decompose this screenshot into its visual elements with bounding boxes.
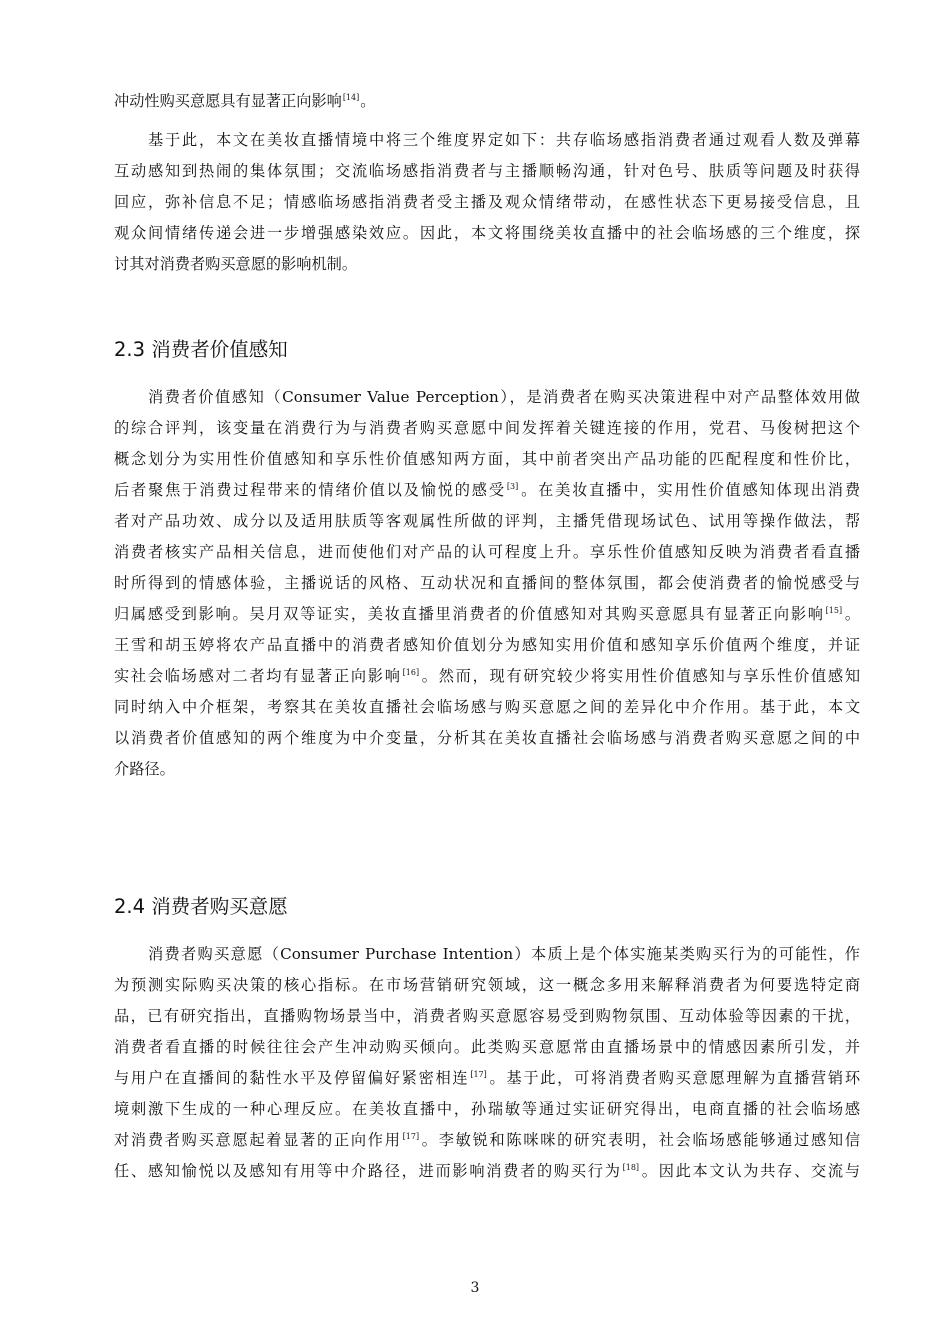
citation: [14] [342,93,360,102]
citation: [16] [402,668,420,677]
page-number: 3 [470,1280,480,1296]
citation: [17] [402,1132,420,1141]
citation: [3] [506,482,519,491]
text-line: 冲动性购买意愿具有显著正向影响[14]。 [114,92,376,110]
text-line: 消费者看直播的时候往往会产生冲动购买倾向。此类购买意愿常由直播场景中的情感因素所引发，并 [114,1038,860,1056]
text-line: 消费者购买意愿（Consumer Purchase Intention）本质上是个体实施某类购买行为的可能性，作 [148,945,860,963]
citation: [17] [470,1070,487,1079]
text-line: 者对产品功效、成分以及适用肤质等客观属性所做的评判，主播凭借现场试色、试用等操作做法，帮 [114,512,860,530]
text-line: 与用户在直播间的黏性水平及停留偏好紧密相连[17]。基于此，可将消费者购买意愿理解为直播营销环 [114,1069,860,1087]
text-line: 对消费者购买意愿起着显著的正向作用[17]。李敏锐和陈咪咪的研究表明，社会临场感能够通过感知信 [114,1131,860,1149]
text-line: 品，已有研究指出，直播购物场景当中，消费者购买意愿容易受到购物氛围、互动体验等因素的干扰， [114,1007,860,1025]
text-line: 讨其对消费者购买意愿的影响机制。 [114,255,357,273]
section-heading-2-4: 2.4 消费者购买意愿 [114,895,288,918]
text-line: 观众间情绪传递会进一步增强感染效应。因此，本文将围绕美妆直播中的社会临场感的三个维度，探 [114,224,860,242]
text-line: 任、感知愉悦以及感知有用等中介路径，进而影响消费者的购买行为[18]。因此本文认为共存、交流与 [114,1162,860,1180]
text-line: 时所得到的情感体验，主播说话的风格、互动状况和直播间的整体氛围，都会使消费者的愉悦感受与 [114,574,860,592]
text-line: 介路径。 [114,760,175,778]
text-line: 消费者价值感知（Consumer Value Perception），是消费者在购买决策进程中对产品整体效用做 [148,388,860,406]
paragraph-continuation [114,86,860,117]
text-line: 实社会临场感对二者均有显著正向影响[16]。然而，现有研究较少将实用性价值感知与享乐性价值感知 [114,667,860,685]
paragraph-purchase-intention [114,939,860,1187]
text-line: 回应，弥补信息不足；情感临场感指消费者受主播及观众情绪带动，在感性状态下更易接受信息，且 [114,193,860,211]
paragraph-value-perception [114,382,860,785]
text-line: 以消费者价值感知的两个维度为中介变量，分析其在美妆直播社会临场感与消费者购买意愿之间的中 [114,729,860,747]
citation: [18] [622,1163,640,1172]
citation: [15] [825,606,843,615]
text-line: 为预测实际购买决策的核心指标。在市场营销研究领域，这一概念多用来解释消费者为何要选特定商 [114,976,860,994]
text-line: 概念划分为实用性价值感知和享乐性价值感知两方面，其中前者突出产品功能的匹配程度和性价比， [114,450,860,468]
text-line: 的综合评判，该变量在消费行为与消费者购买意愿中间发挥着关键连接的作用，党君、马俊树把这个 [114,419,860,437]
text-line: 互动感知到热闹的集体氛围；交流临场感指消费者与主播顺畅沟通，针对色号、肤质等问题及时获得 [114,162,860,180]
text-line: 消费者核实产品相关信息，进而使他们对产品的认可程度上升。享乐性价值感知反映为消费者看直播 [114,543,860,561]
text-line: 后者聚焦于消费过程带来的情绪价值以及愉悦的感受[3]。在美妆直播中，实用性价值感知体现出消费 [114,481,860,499]
section-heading-2-3: 2.3 消费者价值感知 [114,338,288,361]
text-line: 同时纳入中介框架，考察其在美妆直播社会临场感与购买意愿之间的差异化中介作用。基于此，本文 [114,698,860,716]
text-line: 王雪和胡玉婷将农产品直播中的消费者感知价值划分为感知实用价值和感知享乐价值两个维度，并证 [114,636,860,654]
paragraph-dimension-definition [114,125,860,280]
text-line: 基于此，本文在美妆直播情境中将三个维度界定如下：共存临场感指消费者通过观看人数及弹幕 [148,131,860,149]
text-line: 归属感受到影响。吴月双等证实，美妆直播里消费者的价值感知对其购买意愿具有显著正向影响[15]。 [114,605,860,623]
text-line: 境刺激下生成的一种心理反应。在美妆直播中，孙瑞敏等通过实证研究得出，电商直播的社会临场感 [114,1100,860,1118]
